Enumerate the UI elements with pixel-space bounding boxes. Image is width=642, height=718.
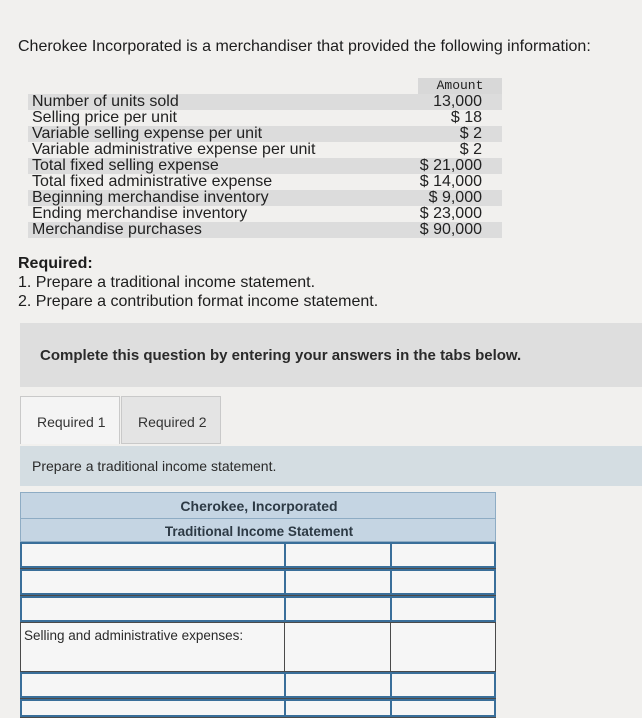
info-value: $ 23,000 <box>419 205 482 222</box>
column-divider <box>390 623 391 671</box>
info-row <box>28 174 502 190</box>
total-input[interactable] <box>390 569 496 595</box>
tab-required-2[interactable]: Required 2 <box>121 396 221 444</box>
problem-intro: Cherokee Incorporated is a merchandiser that provided the following information: <box>18 38 591 55</box>
info-row <box>28 158 502 174</box>
statement-row <box>20 542 496 569</box>
row-label-input[interactable] <box>20 596 284 622</box>
panel-instruction: Prepare a traditional income statement. <box>32 458 277 474</box>
header-divider <box>21 518 495 519</box>
info-label: Variable selling expense per unit <box>32 125 263 142</box>
info-row <box>28 190 502 206</box>
column-divider <box>20 623 21 671</box>
panel-header <box>20 446 642 486</box>
row-label-input[interactable] <box>20 542 284 568</box>
info-label: Number of units sold <box>32 93 179 110</box>
amount-input[interactable] <box>284 542 390 568</box>
tab-required-1[interactable]: Required 1 <box>20 396 120 444</box>
amount-input[interactable] <box>284 569 390 595</box>
banner-text: Complete this question by entering your answers in the tabs below. <box>40 347 522 364</box>
info-label: Ending merchandise inventory <box>32 205 248 222</box>
info-value: $ 21,000 <box>419 157 482 174</box>
required-item: 1. Prepare a traditional income statement. <box>18 274 316 291</box>
statement-row <box>20 596 496 623</box>
total-input[interactable] <box>390 699 496 717</box>
info-label: Total fixed selling expense <box>32 157 219 174</box>
info-value: $ 18 <box>450 109 482 126</box>
column-divider <box>284 623 285 671</box>
statement-header <box>20 492 496 542</box>
total-input[interactable] <box>390 672 496 698</box>
info-label: Selling price per unit <box>32 109 177 126</box>
info-value: 13,000 <box>433 93 482 110</box>
info-value: $ 2 <box>459 141 482 158</box>
statement-title: Traditional Income Statement <box>164 524 354 539</box>
statement-row <box>20 699 496 718</box>
amount-input[interactable] <box>284 596 390 622</box>
info-row <box>28 126 502 142</box>
required-title: Required: <box>18 255 93 272</box>
info-row <box>28 142 502 158</box>
required-section <box>18 254 378 311</box>
total-input[interactable] <box>390 542 496 568</box>
info-value: $ 2 <box>459 125 482 142</box>
info-value: $ 90,000 <box>419 221 482 238</box>
total-input[interactable] <box>390 596 496 622</box>
statement-row <box>20 569 496 596</box>
required-item: 2. Prepare a contribution format income statement. <box>18 293 379 310</box>
row-label-input[interactable] <box>20 569 284 595</box>
info-value: $ 14,000 <box>419 173 482 190</box>
sa-expenses-label: Selling and administrative expenses: <box>24 628 244 643</box>
info-row <box>28 206 502 222</box>
info-row <box>28 94 502 110</box>
instructions-banner <box>20 323 642 387</box>
info-value: $ 9,000 <box>428 189 482 206</box>
amount-input[interactable] <box>284 699 390 717</box>
row-label-input[interactable] <box>20 699 284 717</box>
info-row <box>28 110 502 126</box>
info-label: Merchandise purchases <box>32 221 202 238</box>
amount-header: Amount <box>418 78 502 95</box>
row-label-input[interactable] <box>20 672 284 698</box>
statement-row <box>20 672 496 699</box>
info-row <box>28 222 502 238</box>
company-name: Cherokee, Incorporated <box>180 498 338 514</box>
info-label: Beginning merchandise inventory <box>32 189 269 206</box>
column-divider <box>495 623 496 671</box>
info-label: Total fixed administrative expense <box>32 173 273 190</box>
info-label: Variable administrative expense per unit <box>32 141 316 158</box>
amount-input[interactable] <box>284 672 390 698</box>
